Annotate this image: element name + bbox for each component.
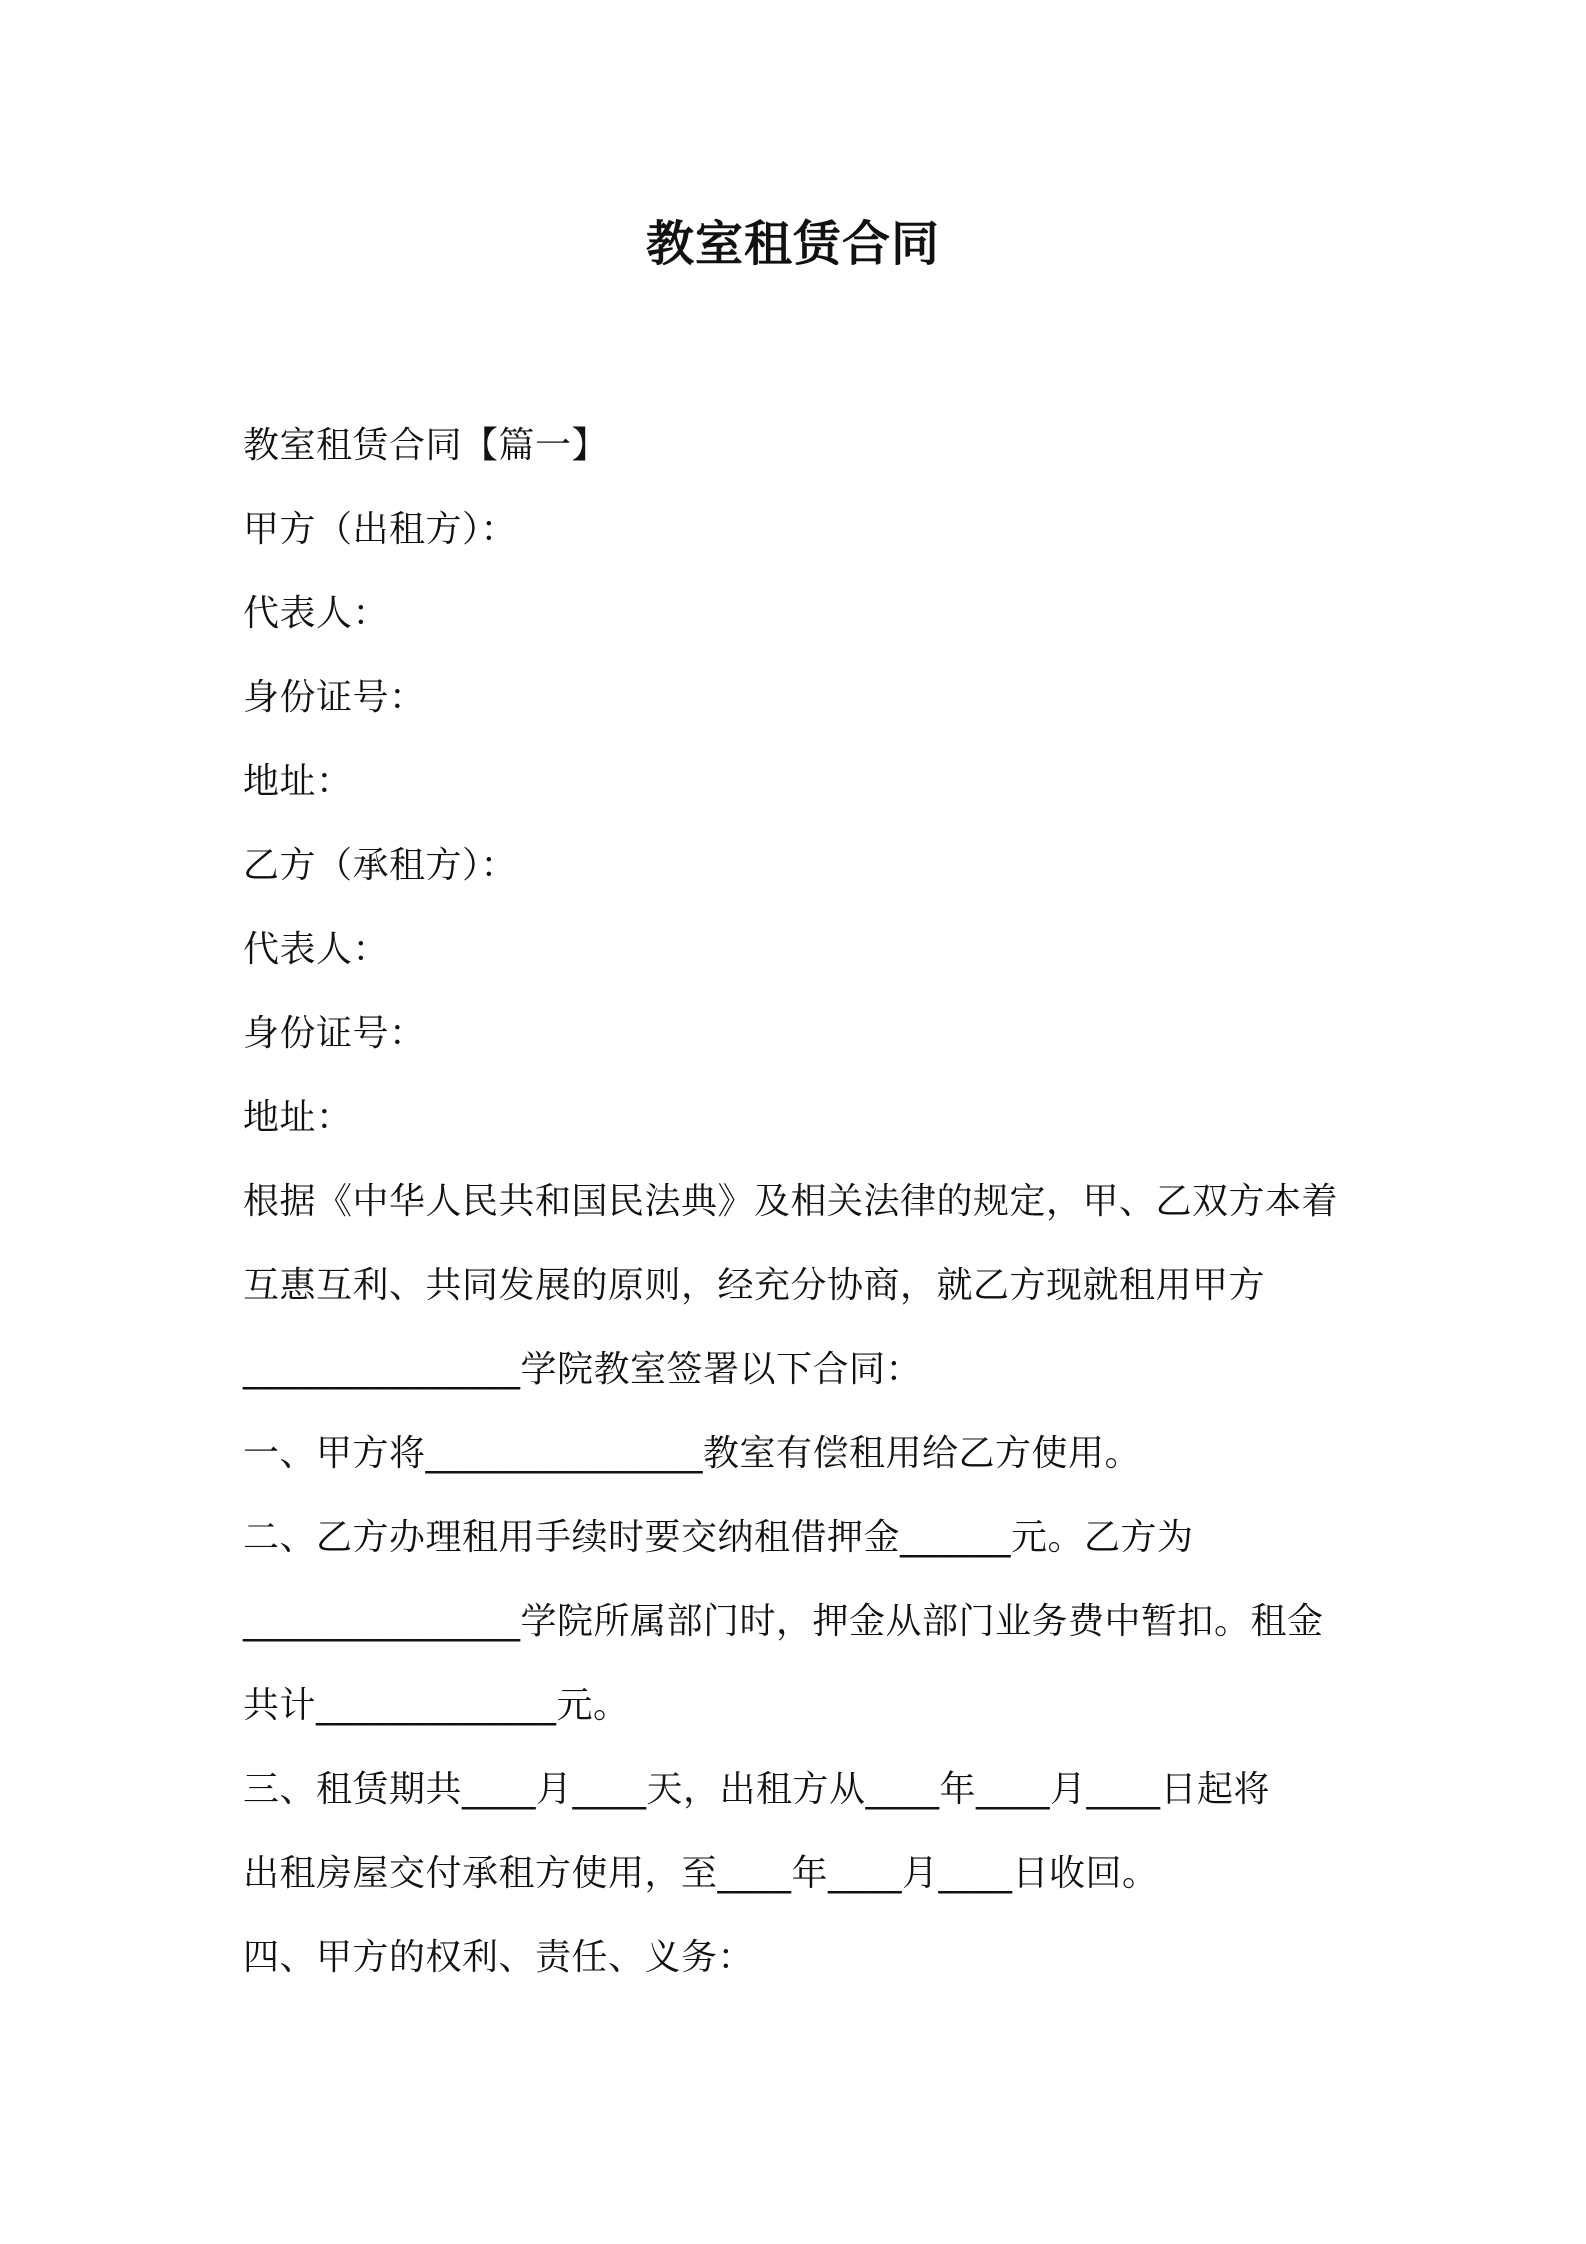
clause-2-line: 二、乙方办理租用手续时要交纳租借押金______元。乙方为 <box>243 1517 1194 1558</box>
party-b-label: 乙方（承租方）： <box>243 845 518 886</box>
party-a-address: 地址： <box>243 761 353 802</box>
document-title: 教室租赁合同 <box>645 216 940 272</box>
clause-1: 一、甲方将_______________教室有偿租用给乙方使用。 <box>243 1433 1142 1474</box>
party-a-representative: 代表人： <box>243 593 390 634</box>
party-b-representative: 代表人： <box>243 929 390 970</box>
preamble-line: 互惠互利、共同发展的原则，经充分协商，就乙方现就租用甲方 <box>243 1265 1266 1306</box>
clause-2-line: _______________学院所属部门时，押金从部门业务费中暂扣。租金 <box>243 1601 1324 1642</box>
party-b-address: 地址： <box>243 1097 353 1138</box>
document-body <box>243 404 1363 2000</box>
preamble-line: _______________学院教室签署以下合同： <box>243 1349 923 1390</box>
clause-2-line: 共计_____________元。 <box>243 1685 630 1726</box>
clause-3-line: 三、租赁期共____月____天，出租方从____年____月____日起将 <box>243 1769 1271 1810</box>
party-a-label: 甲方（出租方）： <box>243 509 518 550</box>
section-heading: 教室租赁合同【篇一】 <box>243 425 609 466</box>
party-b-id-number: 身份证号： <box>243 1013 426 1054</box>
clause-3-line: 出租房屋交付承租方使用，至____年____月____日收回。 <box>243 1853 1159 1894</box>
preamble-line: 根据《中华人民共和国民法典》及相关法律的规定，甲、乙双方本着 <box>243 1181 1339 1222</box>
clause-4-heading: 四、甲方的权利、责任、义务： <box>243 1937 755 1978</box>
party-a-id-number: 身份证号： <box>243 677 426 718</box>
